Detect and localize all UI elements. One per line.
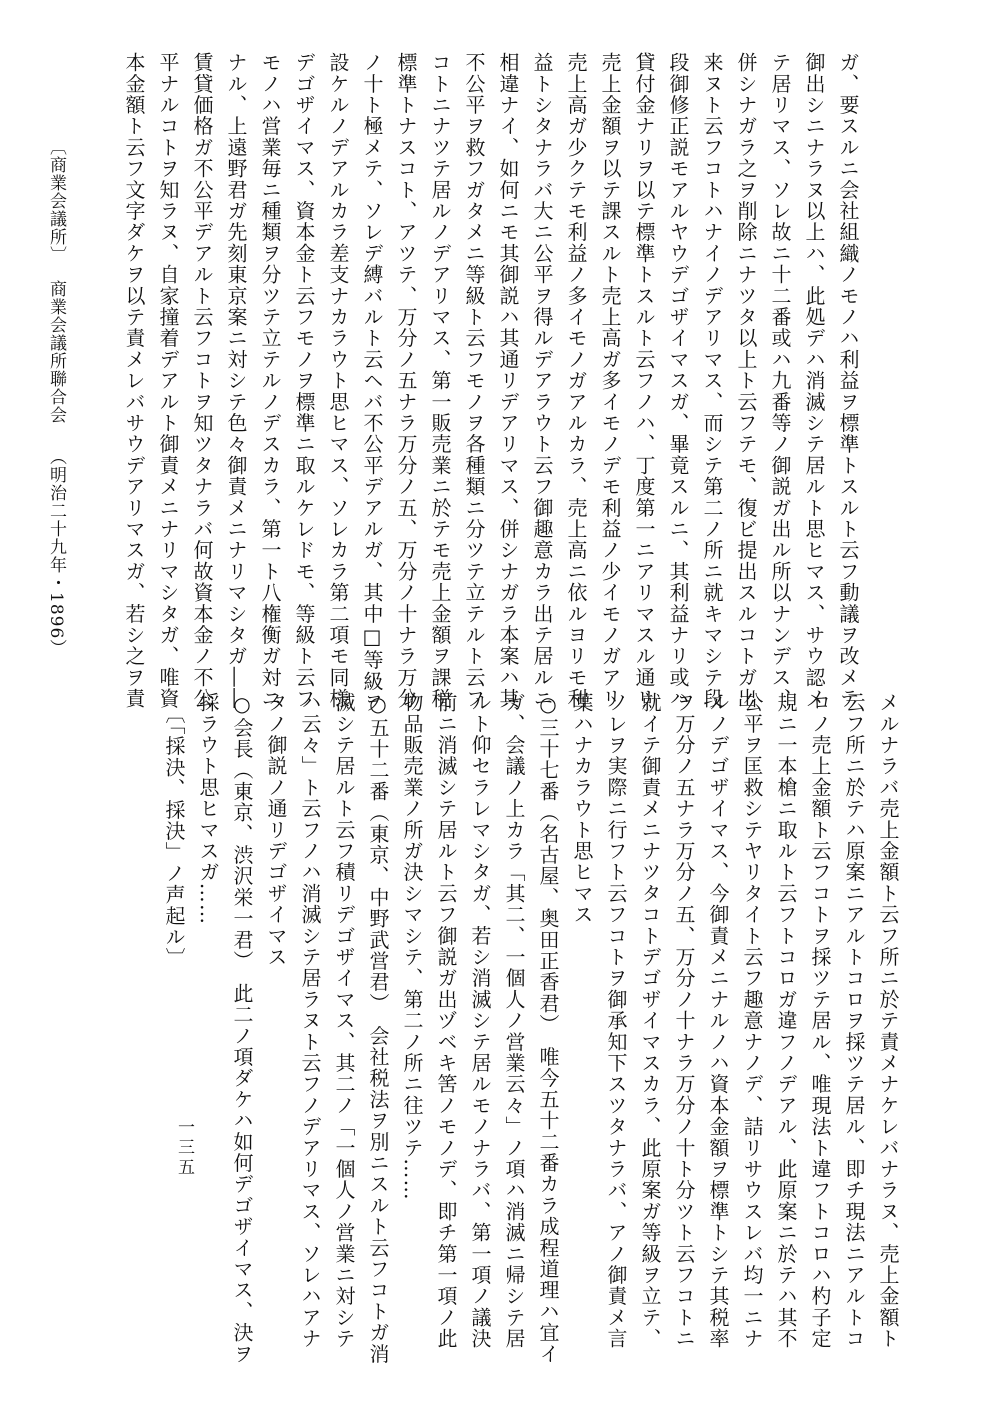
text-column: ナル、上遠野君ガ先刻東京案ニ対シテ色々御責メニナリマシタガ―― (224, 52, 248, 710)
text-column: デゴザイマス、資本金ト云フモノヲ標準ニ取ルケレドモ、等級ト云フ (292, 52, 316, 710)
text-column: 併シナガラ之ヲ削除ニナツタ以上ト云フテモ、復ビ提出スルコトガ出 (734, 52, 758, 710)
text-column: 段御修正説モアルヤウデゴザイマスガ、畢竟スルニ、其利益ナリ或ハ (666, 52, 690, 710)
source-label: 商業会議所聯合会 (46, 280, 66, 424)
text-column: 来ヌト云フコトハナイノデアリマス、而シテ第二ノ所ニ就キマシテ段 (700, 52, 724, 710)
text-column: 物品販売業ノ所ガ決シマシテ、第二ノ所ニ往ツテ…… (400, 692, 424, 1201)
text-column: 益トシタナラバ大ニ公平ヲ得ルデアラウト云フ御趣意カラ出テ居ルニ (530, 52, 554, 710)
text-column: 滅シテ居ルト云フ積リデゴザイマス、其二ノ「一個人ノ営業ニ対シテ (332, 692, 356, 1350)
text-column: 相違ナイ、如何ニモ其御説ハ其通リデアリマス、併シナガラ本案ハ其 (496, 52, 520, 710)
text-column: ガ、会議ノ上カラ「其二、一個人ノ営業云々」ノ項ハ消滅ニ帰シテ居 (502, 692, 526, 1350)
text-column: 規ニ一本槍ニ取ルト云フトコロガ違フノデアル、此原案ニ於テハ其不 (774, 692, 798, 1350)
text-column: 就イテ御責メニナツタコトデゴザイマスカラ、此原案ガ等級ヲ立テ、 (638, 692, 662, 1350)
text-column: 云フ所ニ於テハ原案ニアルトコロヲ採ツテ居ル、即チ現法ニアルトコ (842, 692, 866, 1350)
text-column: ○会長（東京、渋沢栄一君） 此二ノ項ダケハ如何デゴザイマス、決ヲ (230, 692, 254, 1365)
text-column: 本金額ト云フ文字ダケヲ以テ責メレバサウデアリマスガ、若シ之ヲ責 (122, 52, 146, 710)
text-column: 貸付金ナリヲ以テ標準トスルト云フノハ、丁度第一ニアリマスル通リ (632, 52, 656, 710)
text-column: テ居リマス、ソレ故ニ十二番或ハ九番等ノ御説ガ出ル所以ナンデス、 (768, 52, 792, 710)
text-column: ソレヲ実際ニ行フト云フコトヲ御承知下スツタナラバ、アノ御責メ言 (604, 692, 628, 1350)
text-column: ルノデゴザイマス、今御責メニナルノハ資本金額ヲ標準トシテ其税率 (706, 692, 730, 1350)
text-column: 売上高ガ少クテモ利益ノ多イモノガアルカラ、売上高ニ依ルヨリモ利 (564, 52, 588, 710)
text-column: ガ、要スルニ会社組織ノモノハ利益ヲ標準トスルト云フ動議ヲ改メテ (836, 52, 860, 710)
text-column: ノ十ト極メテ、ソレデ縛バルト云ヘバ不公平デアルガ、其中□等級ヲ (360, 52, 384, 714)
text-column: 不公平ヲ救フガタメニ等級ト云フモノヲ各種類ニ分ツテ立テルト云フ (462, 52, 486, 710)
text-column: タノ御説ノ通リデゴザイマス (264, 692, 288, 968)
text-column: ○五十二番（東京、中野武営君） 会社税法ヲ別ニスルト云フコトガ消 (366, 692, 390, 1365)
page-number: 一三五 (174, 1118, 194, 1178)
text-column: 標準トナスコト、アツテ、万分ノ五ナラ万分ノ五、万分ノ十ナラ万分 (394, 52, 418, 710)
section-label: 〔商業会議所〕 (46, 138, 66, 264)
text-column: 前ニ消滅シテ居ルト云フ御説ガ出ヅベキ筈ノモノデ、即チ第一項ノ此 (434, 692, 458, 1350)
text-column: メルナラバ売上金額ト云フ所ニ於テ責メナケレバナラヌ、売上金額ト (876, 692, 900, 1350)
text-column: 葉ハナカラウト思ヒマス (570, 692, 594, 926)
date-label: （明治二十九年・1896） (46, 448, 66, 658)
text-column: 採ラウト思ヒマスガ…… (196, 692, 220, 926)
text-column: 平ナルコトヲ知ラヌ、自家撞着デアルト御責メニナリマシタガ、唯資 (156, 52, 180, 710)
text-column: 〔「採決、採決」ノ声起ル〕 (162, 692, 186, 969)
text-column: ルト仰セラレマシタガ、若シ消滅シテ居ルモノナラバ、第一項ノ議決 (468, 692, 492, 1350)
text-column: モノハ営業毎ニ種類ヲ分ツテ立テルノデスカラ、第一ト八権衡ガ対ニ (258, 52, 282, 710)
text-column: ○三十七番（名古屋、奥田正香君） 唯今五十二番カラ成程道理ハ宜イ (536, 692, 560, 1365)
text-column: ヲ万分ノ五ナラ万分ノ五、万分ノ十ナラ万分ノ十ト分ツト云フコトニ (672, 692, 696, 1350)
text-column: 賃貸価格ガ不公平デアルト云フコトヲ知ツタナラバ何故資本金ノ不公 (190, 52, 214, 710)
text-column: 設ケルノデアルカラ差支ナカラウト思ヒマス、ソレカラ第二項モ同様 (326, 52, 350, 710)
text-column: 公平ヲ匡救シテヤリタイト云フ趣意ナノデ、詰リサウスレバ均一ニナ (740, 692, 764, 1350)
text-column: コトニナツテ居ルノデアリマス、第一販売業ニ於テモ売上金額ヲ課税 (428, 52, 452, 710)
text-column: ハ云々」ト云フノハ消滅シテ居ラヌト云フノデアリマス、ソレハアナ (298, 692, 322, 1350)
text-column: 御出シニナラヌ以上ハ、此処デハ消滅シテ居ルト思ヒマス、サウ認メ (802, 52, 826, 710)
text-column: ロノ売上金額ト云フコトヲ採ツテ居ル、唯現法ト違フトコロハ杓子定 (808, 692, 832, 1350)
text-column: 売上金額ヲ以テ課スルト売上高ガ多イモノデモ利益ノ少イモノガアリ (598, 52, 622, 710)
